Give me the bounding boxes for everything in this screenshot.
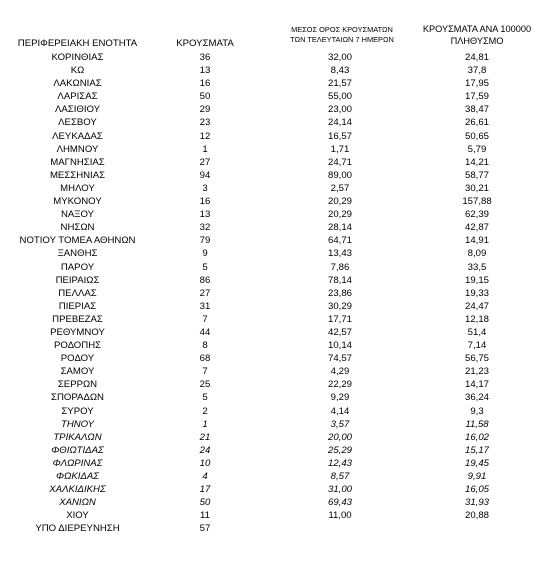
cases-cell: 21 bbox=[199, 431, 211, 443]
cases-cell: 5 bbox=[202, 261, 208, 273]
cases-cell: 12 bbox=[199, 130, 211, 142]
cases-cell: 16 bbox=[199, 196, 211, 208]
region-cell: ΞΑΝΘΗΣ bbox=[57, 248, 98, 260]
header-region: ΠΕΡΙΦΕΡΕΙΑΚΗ ΕΝΟΤΗΤΑ bbox=[17, 38, 138, 49]
per-100k-cell: 9,91 bbox=[467, 471, 487, 482]
table-row bbox=[0, 457, 543, 470]
table-row bbox=[0, 444, 543, 457]
region-cell: ΛΑΚΩΝΙΑΣ bbox=[53, 78, 102, 90]
cases-cell: 44 bbox=[199, 326, 211, 338]
table-row bbox=[0, 103, 543, 116]
table-row bbox=[0, 418, 543, 431]
per-100k-cell: 50,65 bbox=[464, 130, 489, 142]
per-100k-cell: 14,21 bbox=[464, 156, 489, 168]
seven-day-average-cell: 89,00 bbox=[327, 169, 352, 181]
per-100k-cell: 7,14 bbox=[467, 340, 487, 352]
cases-cell: 27 bbox=[199, 156, 211, 168]
table-row bbox=[0, 431, 543, 444]
region-cell: ΤΡΙΚΑΛΩΝ bbox=[53, 431, 102, 443]
header-avg-line2: ΤΩΝ ΤΕΛΕΥΤΑΙΩΝ 7 ΗΜΕΡΩΝ bbox=[290, 35, 394, 44]
per-100k-cell: 157,88 bbox=[462, 196, 492, 208]
seven-day-average-cell: 12,43 bbox=[327, 457, 352, 469]
seven-day-average-cell: 23,00 bbox=[327, 104, 352, 116]
table-row bbox=[0, 313, 543, 326]
seven-day-average-cell: 1,71 bbox=[330, 143, 350, 155]
table-row bbox=[0, 221, 543, 234]
per-100k-cell: 36,24 bbox=[464, 392, 489, 404]
seven-day-average-cell: 25,29 bbox=[327, 444, 352, 456]
seven-day-average-cell: 32,00 bbox=[327, 52, 352, 63]
region-cell: ΛΗΜΝΟΥ bbox=[56, 143, 99, 155]
region-cell: ΠΕΛΛΑΣ bbox=[58, 287, 97, 299]
region-cell: ΠΙΕΡΙΑΣ bbox=[58, 300, 97, 312]
region-cell: ΛΑΣΙΘΙΟΥ bbox=[54, 104, 101, 116]
per-100k-cell: 26,61 bbox=[464, 117, 489, 129]
table-row bbox=[0, 274, 543, 287]
cases-cell: 50 bbox=[199, 497, 211, 509]
table-row bbox=[0, 182, 543, 195]
header-cases: ΚΡΟΥΣΜΑΤΑ bbox=[176, 38, 234, 49]
table-row bbox=[0, 247, 543, 260]
cases-cell: 36 bbox=[199, 52, 211, 63]
region-cell: ΛΑΡΙΣΑΣ bbox=[57, 91, 98, 103]
table-row bbox=[0, 77, 543, 90]
per-100k-cell: 58,77 bbox=[464, 169, 489, 181]
region-cell: ΝΑΞΟΥ bbox=[60, 209, 95, 221]
per-100k-cell: 19,15 bbox=[464, 274, 489, 286]
per-100k-cell: 5,79 bbox=[467, 143, 487, 155]
header-per-line2: ΠΛΗΘΥΣΜΟ bbox=[450, 36, 504, 46]
region-cell: ΡΟΔΟΥ bbox=[60, 353, 95, 365]
per-100k-cell: 51,4 bbox=[467, 326, 487, 338]
region-cell: ΝΗΣΩΝ bbox=[60, 222, 95, 234]
per-100k-cell: 12,18 bbox=[464, 313, 489, 325]
per-100k-cell: 11,58 bbox=[465, 418, 489, 430]
seven-day-average-cell: 24,71 bbox=[327, 156, 352, 168]
per-100k-cell: 14,17 bbox=[464, 379, 489, 391]
per-100k-cell: 56,75 bbox=[464, 353, 489, 365]
cases-cell: 23 bbox=[199, 117, 211, 129]
table-row bbox=[0, 130, 543, 143]
region-cell: ΧΑΝΙΩΝ bbox=[59, 497, 96, 509]
cases-cell: 4 bbox=[202, 471, 208, 482]
seven-day-average-cell: 42,57 bbox=[327, 326, 352, 338]
seven-day-average-cell: 10,14 bbox=[327, 340, 352, 352]
table-row bbox=[0, 365, 543, 378]
cases-cell: 32 bbox=[199, 222, 211, 234]
region-cell: ΣΠΟΡΑΔΩΝ bbox=[51, 392, 104, 404]
per-100k-cell: 20,88 bbox=[464, 510, 489, 522]
cases-cell: 13 bbox=[199, 65, 211, 77]
seven-day-average-cell: 20,29 bbox=[327, 196, 352, 208]
cases-cell: 27 bbox=[199, 287, 211, 299]
region-cell: ΤΗΝΟΥ bbox=[60, 418, 95, 430]
table-row bbox=[0, 326, 543, 339]
region-cell: ΠΕΙΡΑΙΩΣ bbox=[55, 274, 100, 286]
cases-cell: 16 bbox=[199, 78, 211, 90]
region-cell: ΜΥΚΟΝΟΥ bbox=[53, 196, 102, 208]
region-cell: ΛΕΥΚΑΔΑΣ bbox=[52, 130, 103, 142]
header-per-line1: ΚΡΟΥΣΜΑΤΑ ΑΝΑ 100000 bbox=[422, 24, 532, 34]
seven-day-average-cell: 23,86 bbox=[327, 287, 352, 299]
header-per-100k bbox=[408, 23, 543, 47]
seven-day-average-cell: 69,43 bbox=[327, 497, 352, 509]
region-cell: ΡΕΘΥΜΝΟΥ bbox=[50, 326, 105, 338]
cases-cell: 17 bbox=[199, 484, 211, 496]
per-100k-cell: 31,93 bbox=[464, 497, 489, 509]
seven-day-average-cell: 78,14 bbox=[327, 274, 352, 286]
table-row bbox=[0, 405, 543, 418]
seven-day-average-cell: 21,57 bbox=[327, 78, 352, 90]
region-cell: ΚΩ bbox=[70, 65, 85, 77]
seven-day-average-cell: 74,57 bbox=[327, 353, 352, 365]
cases-cell: 94 bbox=[199, 169, 211, 181]
per-100k-cell: 37,8 bbox=[467, 65, 487, 77]
region-cell: ΠΡΕΒΕΖΑΣ bbox=[52, 313, 103, 325]
seven-day-average-cell: 64,71 bbox=[327, 235, 352, 247]
per-100k-cell: 19,45 bbox=[464, 457, 489, 469]
cases-cell: 29 bbox=[199, 104, 211, 116]
table-row bbox=[0, 51, 543, 64]
cases-cell: 8 bbox=[202, 340, 208, 352]
table-row bbox=[0, 391, 543, 404]
table-row bbox=[0, 64, 543, 77]
cases-cell: 24 bbox=[199, 444, 211, 456]
seven-day-average-cell: 22,29 bbox=[327, 379, 352, 391]
region-cell: ΡΟΔΟΠΗΣ bbox=[53, 340, 102, 352]
header-seven-day-average bbox=[272, 25, 412, 45]
region-cell: ΣΕΡΡΩΝ bbox=[57, 379, 98, 391]
table-row bbox=[0, 234, 543, 247]
cases-cell: 2 bbox=[202, 405, 208, 417]
table-row bbox=[0, 509, 543, 522]
region-cell: ΝΟΤΙΟΥ ΤΟΜΕΑ ΑΘΗΝΩΝ bbox=[19, 235, 136, 247]
seven-day-average-cell: 24,14 bbox=[327, 117, 352, 129]
table-body bbox=[0, 51, 543, 535]
region-cell: ΦΘΙΩΤΙΔΑΣ bbox=[51, 444, 104, 456]
per-100k-cell: 16,05 bbox=[464, 484, 489, 496]
table-row bbox=[0, 195, 543, 208]
seven-day-average-cell: 4,29 bbox=[330, 366, 350, 378]
seven-day-average-cell: 2,57 bbox=[330, 182, 350, 194]
seven-day-average-cell: 20,00 bbox=[327, 431, 352, 443]
seven-day-average-cell: 55,00 bbox=[327, 91, 352, 103]
per-100k-cell: 16,02 bbox=[464, 431, 489, 443]
region-cell: ΜΕΣΣΗΝΙΑΣ bbox=[49, 169, 106, 181]
seven-day-average-cell: 30,29 bbox=[327, 300, 352, 312]
per-100k-cell: 38,47 bbox=[464, 104, 489, 116]
seven-day-average-cell: 11,00 bbox=[328, 510, 352, 522]
per-100k-cell: 33,5 bbox=[467, 261, 487, 273]
table-row bbox=[0, 483, 543, 496]
table-row bbox=[0, 496, 543, 509]
region-cell: ΚΟΡΙΝΘΙΑΣ bbox=[51, 52, 104, 63]
cases-cell: 79 bbox=[199, 235, 211, 247]
region-cell: ΜΗΛΟΥ bbox=[60, 182, 95, 194]
table-row bbox=[0, 522, 543, 535]
cases-cell: 10 bbox=[199, 457, 211, 469]
table-row bbox=[0, 352, 543, 365]
table-row bbox=[0, 143, 543, 156]
per-100k-cell: 15,17 bbox=[464, 444, 489, 456]
cases-cell: 1 bbox=[202, 418, 208, 430]
header-avg-line1: ΜΕΣΟΣ ΟΡΟΣ ΚΡΟΥΣΜΑΤΩΝ bbox=[291, 25, 393, 34]
cases-cell: 50 bbox=[199, 91, 211, 103]
cases-cell: 68 bbox=[199, 353, 211, 365]
per-100k-cell: 8,09 bbox=[467, 248, 487, 260]
seven-day-average-cell: 7,86 bbox=[330, 261, 350, 273]
seven-day-average-cell: 3,57 bbox=[330, 418, 350, 430]
per-100k-cell: 62,39 bbox=[464, 209, 489, 221]
region-cell: ΦΛΩΡΙΝΑΣ bbox=[52, 457, 103, 469]
per-100k-cell: 21,23 bbox=[464, 366, 489, 378]
per-100k-cell: 42,87 bbox=[464, 222, 489, 234]
seven-day-average-cell: 17,71 bbox=[327, 313, 352, 325]
cases-cell: 57 bbox=[199, 523, 211, 535]
seven-day-average-cell: 8,43 bbox=[330, 65, 350, 77]
region-cell: ΦΩΚΙΔΑΣ bbox=[56, 471, 99, 482]
seven-day-average-cell: 8,57 bbox=[330, 471, 350, 482]
cases-cell: 7 bbox=[202, 366, 208, 378]
cases-cell: 3 bbox=[202, 182, 208, 194]
cases-cell: 86 bbox=[199, 274, 211, 286]
per-100k-cell: 24,47 bbox=[464, 300, 489, 312]
cases-cell: 31 bbox=[199, 300, 211, 312]
per-100k-cell: 14,91 bbox=[464, 235, 489, 247]
per-100k-cell: 30,21 bbox=[464, 182, 489, 194]
table-row bbox=[0, 378, 543, 391]
table-row bbox=[0, 300, 543, 313]
region-cell: ΜΑΓΝΗΣΙΑΣ bbox=[50, 156, 105, 168]
seven-day-average-cell: 28,14 bbox=[327, 222, 352, 234]
table-row bbox=[0, 208, 543, 221]
cases-cell: 13 bbox=[199, 209, 211, 221]
table-row bbox=[0, 287, 543, 300]
cases-cell: 1 bbox=[202, 143, 208, 155]
table-row bbox=[0, 339, 543, 352]
table-row bbox=[0, 470, 543, 483]
cases-cell: 25 bbox=[199, 379, 211, 391]
cases-cell: 5 bbox=[202, 392, 208, 404]
table-row bbox=[0, 90, 543, 103]
region-cell: ΛΕΣΒΟΥ bbox=[58, 117, 97, 129]
cases-cell: 7 bbox=[202, 313, 208, 325]
table-row bbox=[0, 169, 543, 182]
per-100k-cell: 17,59 bbox=[464, 91, 489, 103]
seven-day-average-cell: 9,29 bbox=[330, 392, 350, 404]
region-cell: ΣΥΡΟΥ bbox=[61, 405, 94, 417]
seven-day-average-cell: 31,00 bbox=[327, 484, 352, 496]
seven-day-average-cell: 4,14 bbox=[330, 405, 350, 417]
table-row bbox=[0, 156, 543, 169]
cases-cell: 9 bbox=[202, 248, 208, 260]
seven-day-average-cell: 20,29 bbox=[327, 209, 352, 221]
seven-day-average-cell: 13,43 bbox=[327, 248, 352, 260]
region-cell: ΠΑΡΟΥ bbox=[60, 261, 95, 273]
seven-day-average-cell: 16,57 bbox=[327, 130, 352, 142]
per-100k-cell: 19,33 bbox=[464, 287, 489, 299]
per-100k-cell: 17,95 bbox=[464, 78, 489, 90]
per-100k-cell: 24,81 bbox=[464, 52, 489, 63]
cases-cell: 11 bbox=[200, 510, 210, 522]
per-100k-cell: 9,3 bbox=[470, 405, 484, 417]
region-cell: ΧΙΟΥ bbox=[66, 510, 89, 522]
region-cell: ΧΑΛΚΙΔΙΚΗΣ bbox=[49, 484, 106, 496]
table-row bbox=[0, 261, 543, 274]
region-cell: ΥΠΟ ΔΙΕΡΕΥΝΗΣΗ bbox=[35, 523, 120, 535]
table-row bbox=[0, 116, 543, 129]
region-cell: ΣΑΜΟΥ bbox=[60, 366, 95, 378]
